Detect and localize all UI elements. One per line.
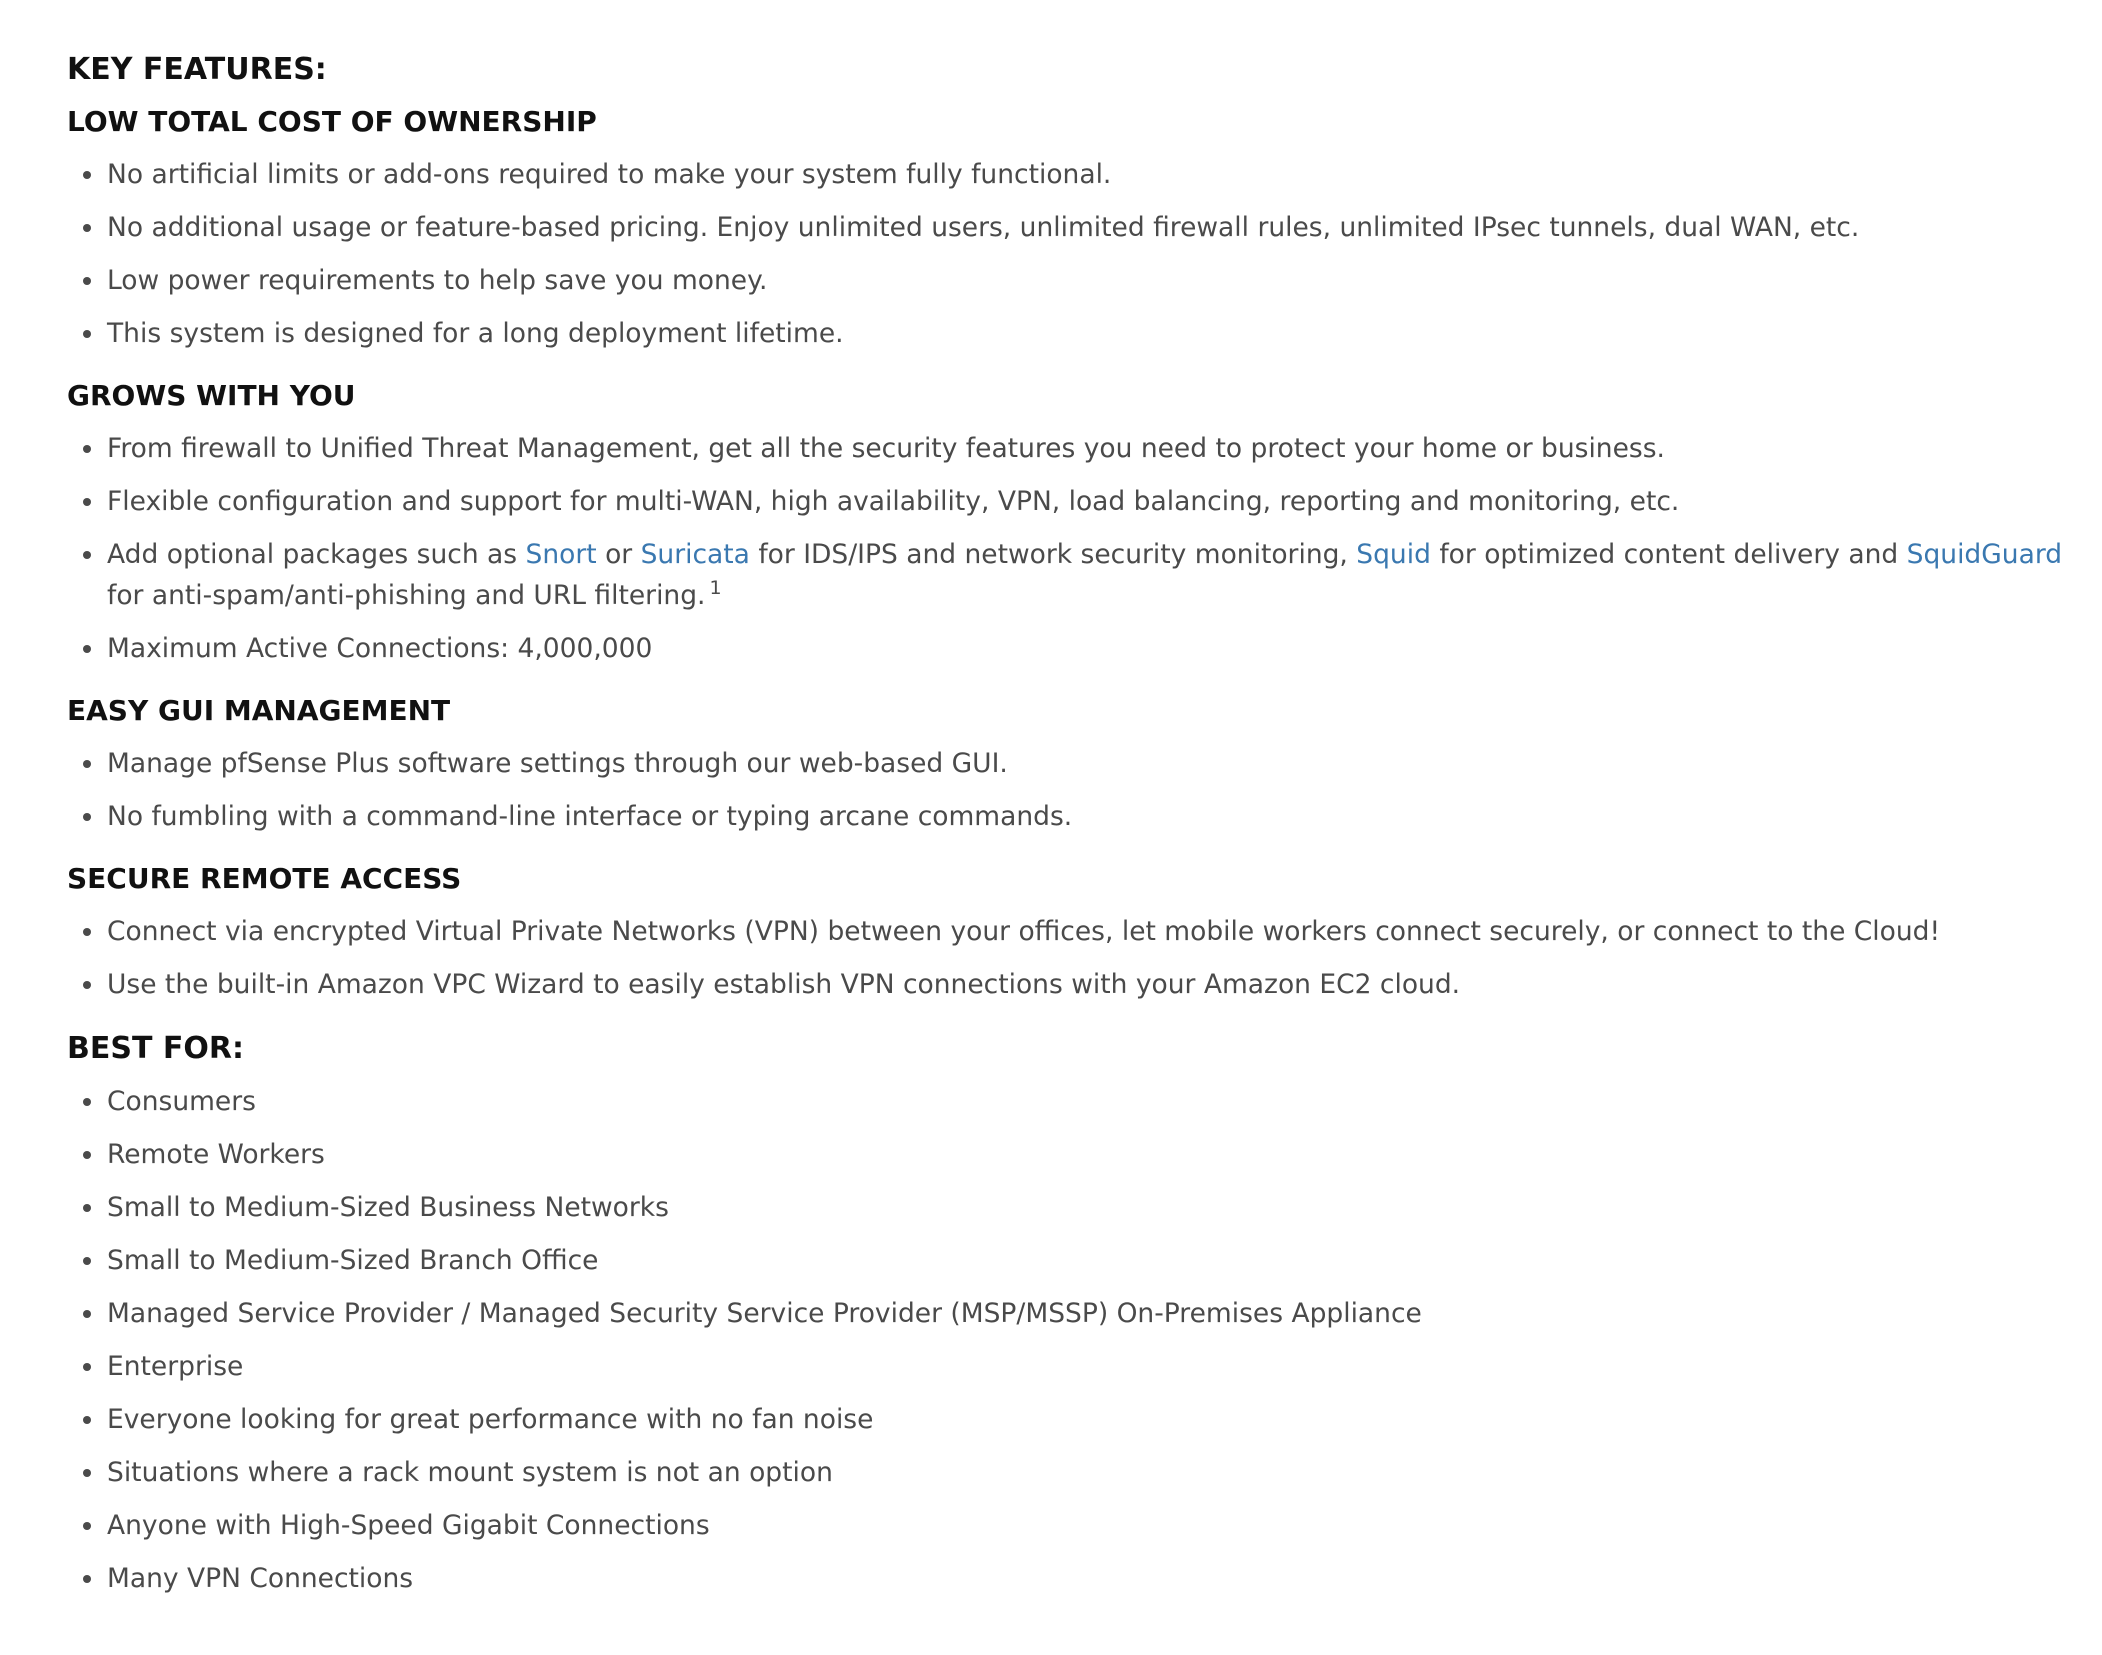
- list-item: [67, 1505, 2067, 1546]
- bullet-icon: [83, 1575, 91, 1583]
- bullet-icon: [83, 813, 91, 821]
- list-item-text: Connect via encrypted Virtual Private Networks (VPN) between your offices, let mobile workers connect securely, or connect to the Cloud!: [107, 916, 1941, 947]
- best-for-list: [67, 1081, 2067, 1599]
- packages-text-1: Add optional packages such as: [107, 539, 526, 570]
- bullet-icon: [83, 1416, 91, 1424]
- bullet-icon: [83, 1363, 91, 1371]
- secure-remote-access-list: [67, 911, 2067, 1005]
- bullet-icon: [83, 645, 91, 653]
- list-item: [67, 743, 2067, 784]
- list-item-text: Small to Medium-Sized Business Networks: [107, 1192, 669, 1223]
- list-item: [67, 1293, 2067, 1334]
- list-item: [67, 1558, 2067, 1599]
- bullet-icon: [83, 760, 91, 768]
- section-gui-management: [67, 691, 2067, 837]
- list-item: [67, 1452, 2067, 1493]
- suricata-link[interactable]: Suricata: [640, 539, 750, 570]
- section-low-cost: [67, 102, 2067, 354]
- grows-with-you-list: [67, 428, 2067, 669]
- gui-management-list: [67, 743, 2067, 837]
- list-item-text: No additional usage or feature-based pricing. Enjoy unlimited users, unlimited firewall rules, unlimited IPsec tunnels, dual WAN, etc.: [107, 212, 1860, 243]
- list-item: [67, 260, 2067, 301]
- packages-text-5: for anti-spam/anti-phishing and URL filtering.: [107, 580, 706, 611]
- list-item-text: Maximum Active Connections: 4,000,000: [107, 633, 653, 664]
- low-cost-list: [67, 154, 2067, 354]
- bullet-icon: [83, 1310, 91, 1318]
- list-item-text: Consumers: [107, 1086, 256, 1117]
- list-item: [67, 911, 2067, 952]
- list-item-text: From firewall to Unified Threat Management, get all the security features you need to protect your home or business.: [107, 433, 1665, 464]
- list-item-text: Small to Medium-Sized Branch Office: [107, 1245, 599, 1276]
- bullet-icon: [83, 1469, 91, 1477]
- list-item: [67, 428, 2067, 469]
- list-item-text: This system is designed for a long deployment lifetime.: [107, 318, 844, 349]
- bullet-icon: [83, 171, 91, 179]
- list-item: [67, 628, 2067, 669]
- snort-link[interactable]: Snort: [525, 539, 597, 570]
- bullet-icon: [83, 928, 91, 936]
- product-features-content: [67, 48, 2067, 1621]
- best-for-heading: BEST FOR:: [67, 1031, 244, 1066]
- list-item: [67, 154, 2067, 195]
- bullet-icon: [83, 1257, 91, 1265]
- list-item-text: Anyone with High-Speed Gigabit Connections: [107, 1510, 710, 1541]
- bullet-icon: [83, 1204, 91, 1212]
- list-item-text: Everyone looking for great performance with no fan noise: [107, 1404, 874, 1435]
- bullet-icon: [83, 551, 91, 559]
- list-item: [67, 1399, 2067, 1440]
- list-item-text: Enterprise: [107, 1351, 244, 1382]
- list-item: [67, 1134, 2067, 1175]
- bullet-icon: [83, 498, 91, 506]
- list-item: [67, 964, 2067, 1005]
- low-cost-heading: LOW TOTAL COST OF OWNERSHIP: [67, 105, 597, 138]
- list-item: [67, 1240, 2067, 1281]
- squidguard-link[interactable]: SquidGuard: [1906, 539, 2063, 570]
- squid-link[interactable]: Squid: [1356, 539, 1431, 570]
- list-item: [67, 1187, 2067, 1228]
- grows-with-you-heading: GROWS WITH YOU: [67, 379, 356, 412]
- bullet-icon: [83, 445, 91, 453]
- gui-management-heading: EASY GUI MANAGEMENT: [67, 694, 451, 727]
- list-item-text: Use the built-in Amazon VPC Wizard to easily establish VPN connections with your Amazon EC2 cloud.: [107, 969, 1461, 1000]
- bullet-icon: [83, 330, 91, 338]
- secure-remote-access-heading: SECURE REMOTE ACCESS: [67, 862, 462, 895]
- list-item: [67, 1081, 2067, 1122]
- bullet-icon: [83, 981, 91, 989]
- list-item: [67, 313, 2067, 354]
- bullet-icon: [83, 277, 91, 285]
- packages-text-2: or: [596, 539, 641, 570]
- list-item: [67, 796, 2067, 837]
- list-item: [67, 1346, 2067, 1387]
- list-item-text: Many VPN Connections: [107, 1563, 414, 1594]
- list-item-text: Flexible configuration and support for multi-WAN, high availability, VPN, load balancing, reporting and monitoring, etc.: [107, 486, 1680, 517]
- list-item: [67, 481, 2067, 522]
- footnote-marker: 1: [709, 577, 722, 599]
- packages-text-4: for optimized content delivery and: [1430, 539, 1907, 570]
- key-features-heading: KEY FEATURES:: [67, 52, 327, 87]
- list-item-optional-packages: [67, 534, 2067, 616]
- list-item-text: Situations where a rack mount system is not an option: [107, 1457, 833, 1488]
- bullet-icon: [83, 1522, 91, 1530]
- bullet-icon: [83, 1098, 91, 1106]
- list-item: [67, 207, 2067, 248]
- bullet-icon: [83, 1151, 91, 1159]
- section-secure-remote-access: [67, 859, 2067, 1005]
- list-item-text: No fumbling with a command-line interface or typing arcane commands.: [107, 801, 1073, 832]
- bullet-icon: [83, 224, 91, 232]
- list-item-text: No artificial limits or add-ons required to make your system fully functional.: [107, 159, 1112, 190]
- packages-text-3: for IDS/IPS and network security monitoring,: [749, 539, 1357, 570]
- list-item-text: Managed Service Provider / Managed Security Service Provider (MSP/MSSP) On-Premises Appliance: [107, 1298, 1422, 1329]
- section-grows-with-you: [67, 376, 2067, 669]
- list-item-text: Low power requirements to help save you money.: [107, 265, 768, 296]
- list-item-text: Remote Workers: [107, 1139, 325, 1170]
- list-item-text: Manage pfSense Plus software settings through our web-based GUI.: [107, 748, 1008, 779]
- section-best-for: [67, 1027, 2067, 1599]
